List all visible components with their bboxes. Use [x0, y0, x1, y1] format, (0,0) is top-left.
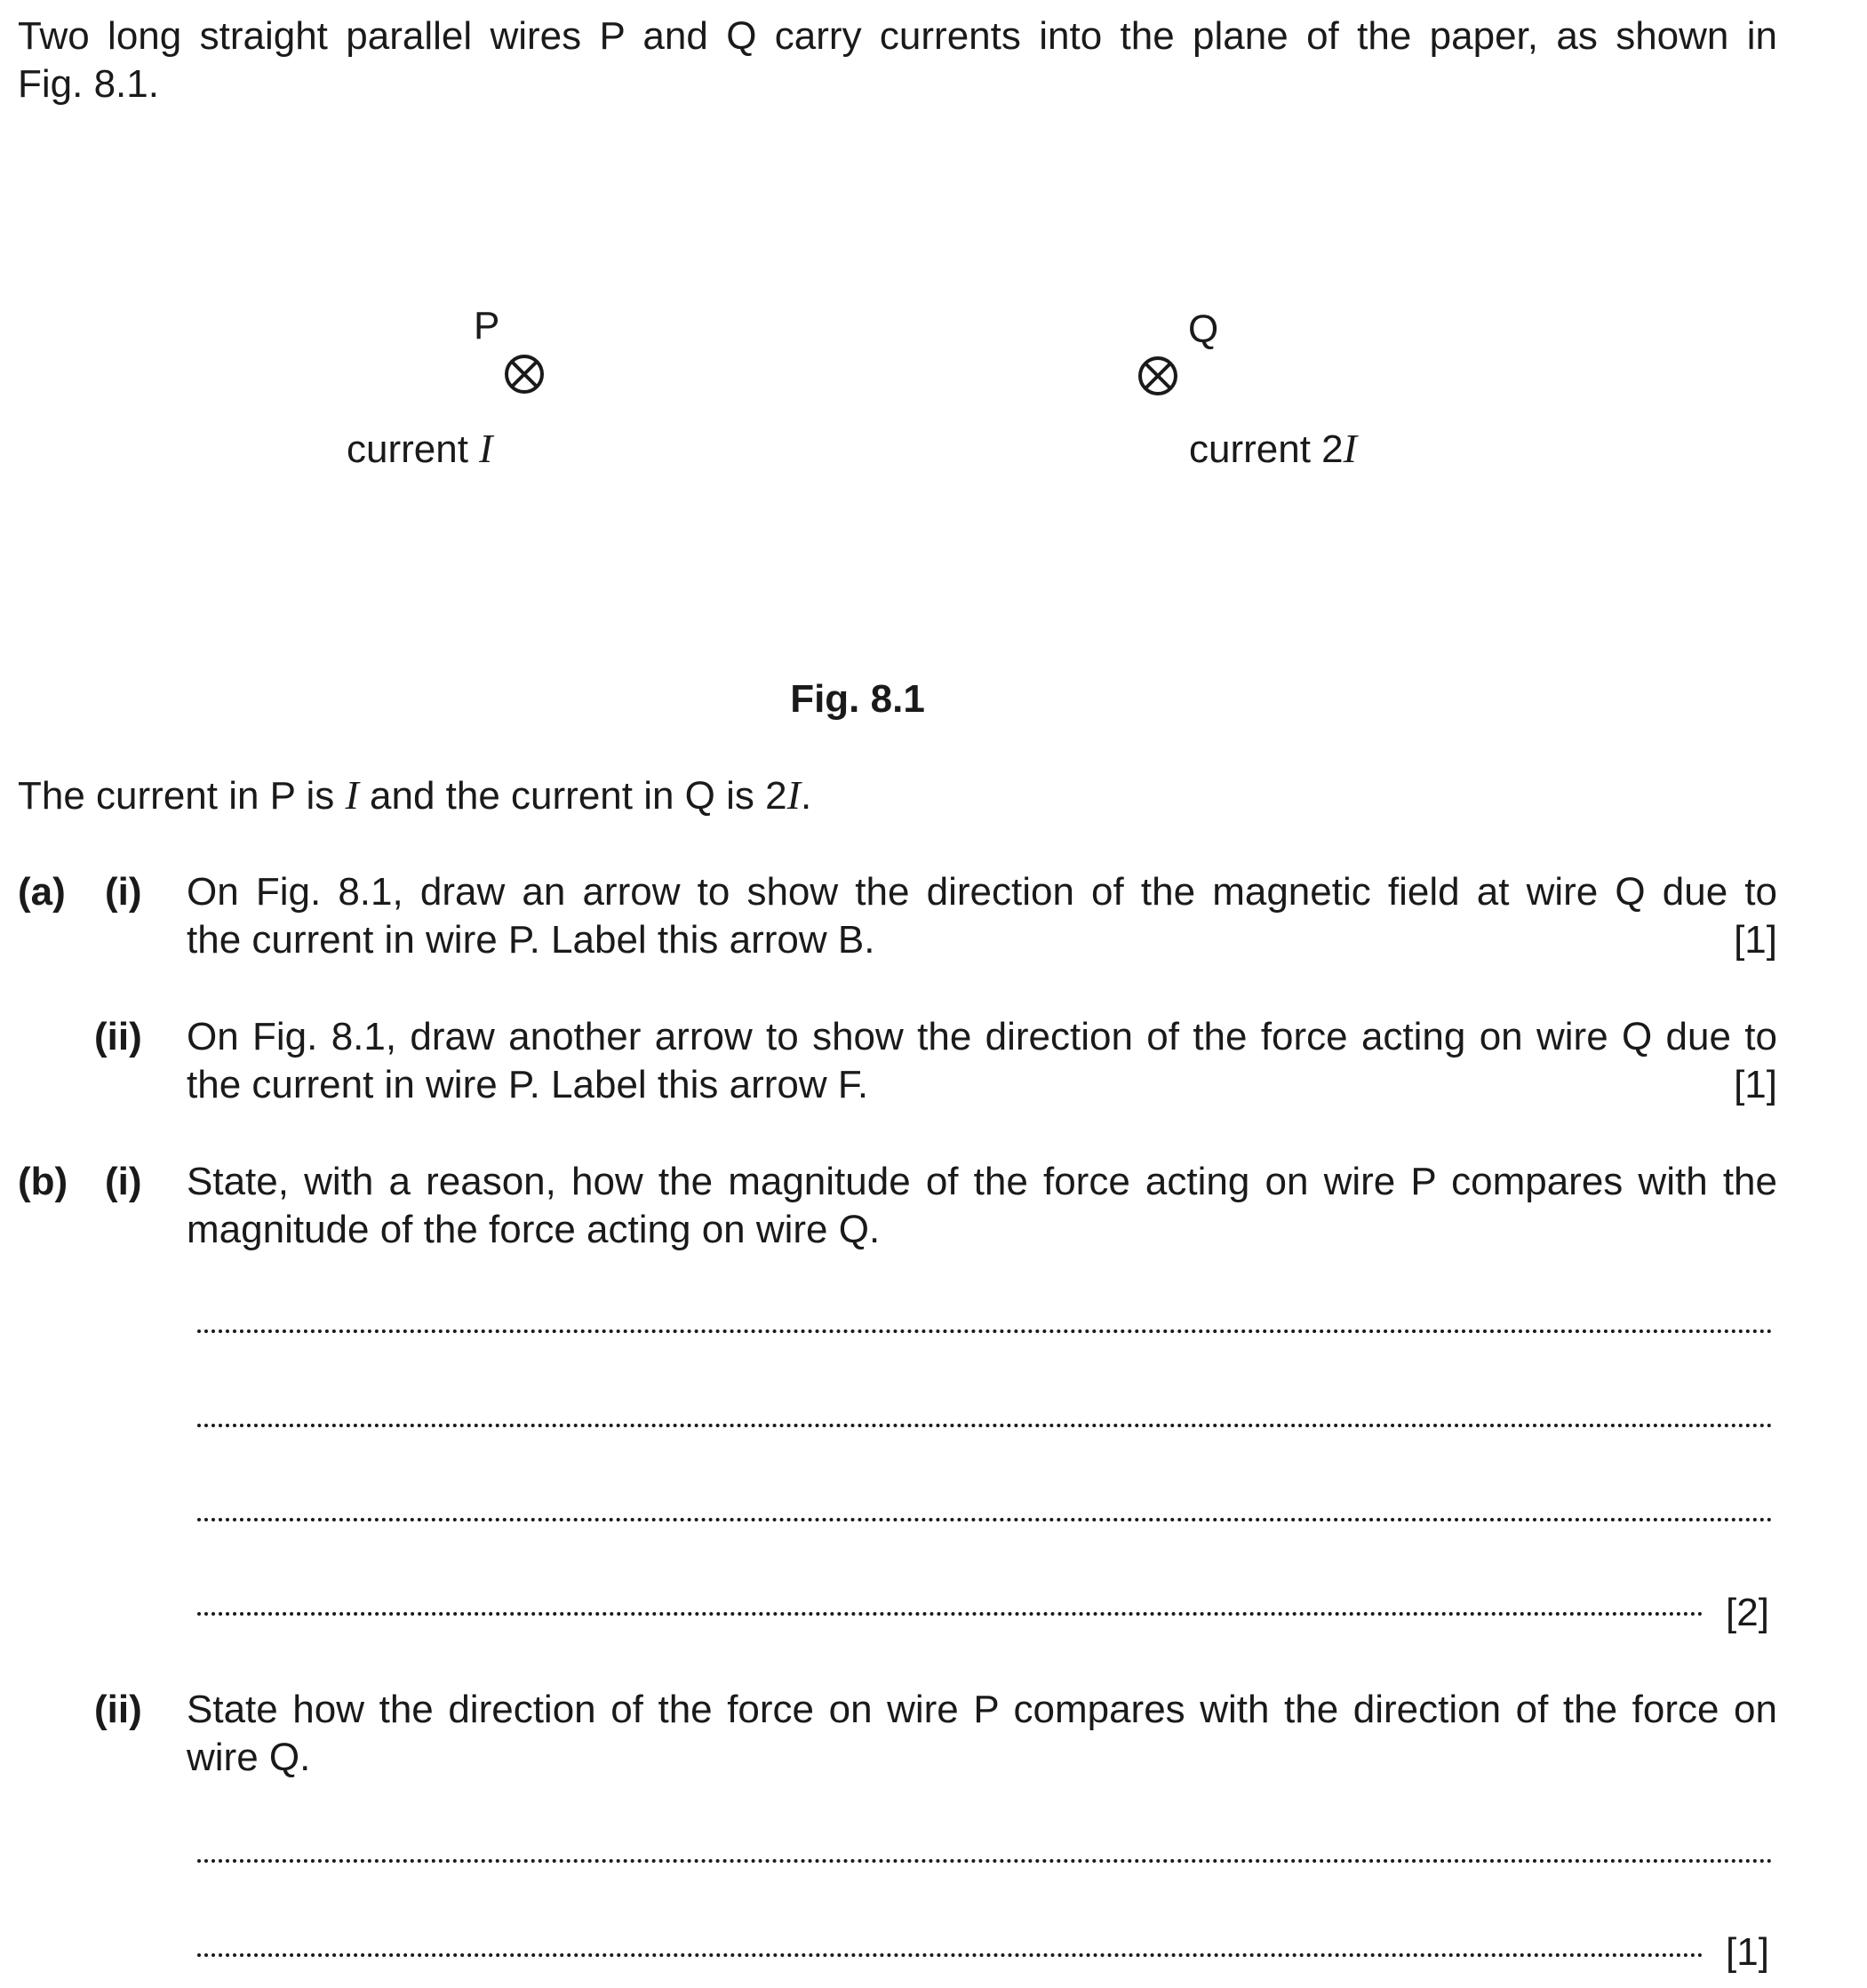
question-a-i-line-2: the current in wire P. Label this arrow B.: [187, 918, 875, 962]
question-a-i-number: (i): [105, 870, 142, 914]
question-a-ii-number: (ii): [94, 1015, 142, 1058]
statement-current-p: I: [345, 772, 359, 818]
question-a-number: (a): [18, 870, 66, 914]
answer-line-b-ii-1[interactable]: [197, 1859, 1773, 1863]
answer-line-b-ii-2[interactable]: [197, 1953, 1703, 1957]
wire-p-label: P: [474, 304, 500, 347]
wire-q-current-value: 2I: [1321, 426, 1357, 471]
question-b-i-marks: [2]: [1726, 1591, 1769, 1634]
question-b-ii-line-2: wire Q.: [187, 1736, 311, 1779]
current-statement: [18, 771, 811, 820]
statement-current-q: 2I: [765, 772, 801, 818]
wire-p-current-value: I: [479, 426, 493, 471]
question-a-ii-line-1: On Fig. 8.1, draw another arrow to show the direction of the force acting on wire Q due to: [187, 1015, 1777, 1058]
statement-part-2: and the current in Q is: [358, 774, 766, 818]
wire-p-current-label: [347, 425, 493, 474]
question-b-i-line-1: State, with a reason, how the magnitude of the force acting on wire P compares with the: [187, 1160, 1777, 1203]
statement-part-1: The current in P is: [18, 774, 346, 818]
wire-p-into-page-icon: [504, 354, 545, 395]
question-b-ii-text: [187, 1686, 1777, 1782]
figure-caption: Fig. 8.1: [790, 677, 925, 721]
question-a-ii-line-2: the current in wire P. Label this arrow F.: [187, 1063, 869, 1106]
answer-line-b-i-2[interactable]: [197, 1424, 1773, 1427]
question-a-ii-text: [187, 1013, 1777, 1109]
answer-line-b-i-3[interactable]: [197, 1518, 1773, 1521]
question-b-ii-marks: [1]: [1726, 1930, 1769, 1974]
answer-line-b-i-4[interactable]: [197, 1612, 1703, 1616]
intro-line-1: Two long straight parallel wires P and Q carry currents into the plane of the paper, as shown in: [18, 14, 1777, 58]
question-b-ii-line-1: State how the direction of the force on wire P compares with the direction of the force on: [187, 1688, 1777, 1731]
wire-q-into-page-icon: [1137, 355, 1178, 396]
statement-part-3: .: [800, 774, 812, 818]
question-a-ii-marks: [1]: [1734, 1063, 1777, 1106]
wire-q-current-label: [1189, 425, 1357, 474]
intro-text: [18, 12, 1777, 108]
question-b-ii-number: (ii): [94, 1688, 142, 1731]
answer-line-b-i-1[interactable]: [197, 1329, 1773, 1333]
question-a-i-line-1: On Fig. 8.1, draw an arrow to show the direction of the magnetic field at wire Q due to: [187, 870, 1777, 914]
wire-p-current-prefix: current: [347, 427, 480, 471]
question-a-i-text: [187, 868, 1777, 964]
question-b-number: (b): [18, 1160, 68, 1203]
intro-line-2: Fig. 8.1.: [18, 62, 159, 106]
question-b-i-line-2: magnitude of the force acting on wire Q.: [187, 1208, 881, 1251]
question-b-i-text: [187, 1158, 1777, 1254]
question-b-i-number: (i): [105, 1160, 142, 1203]
wire-q-current-prefix: current: [1189, 427, 1322, 471]
question-a-i-marks: [1]: [1734, 918, 1777, 962]
wire-q-label: Q: [1188, 307, 1219, 351]
